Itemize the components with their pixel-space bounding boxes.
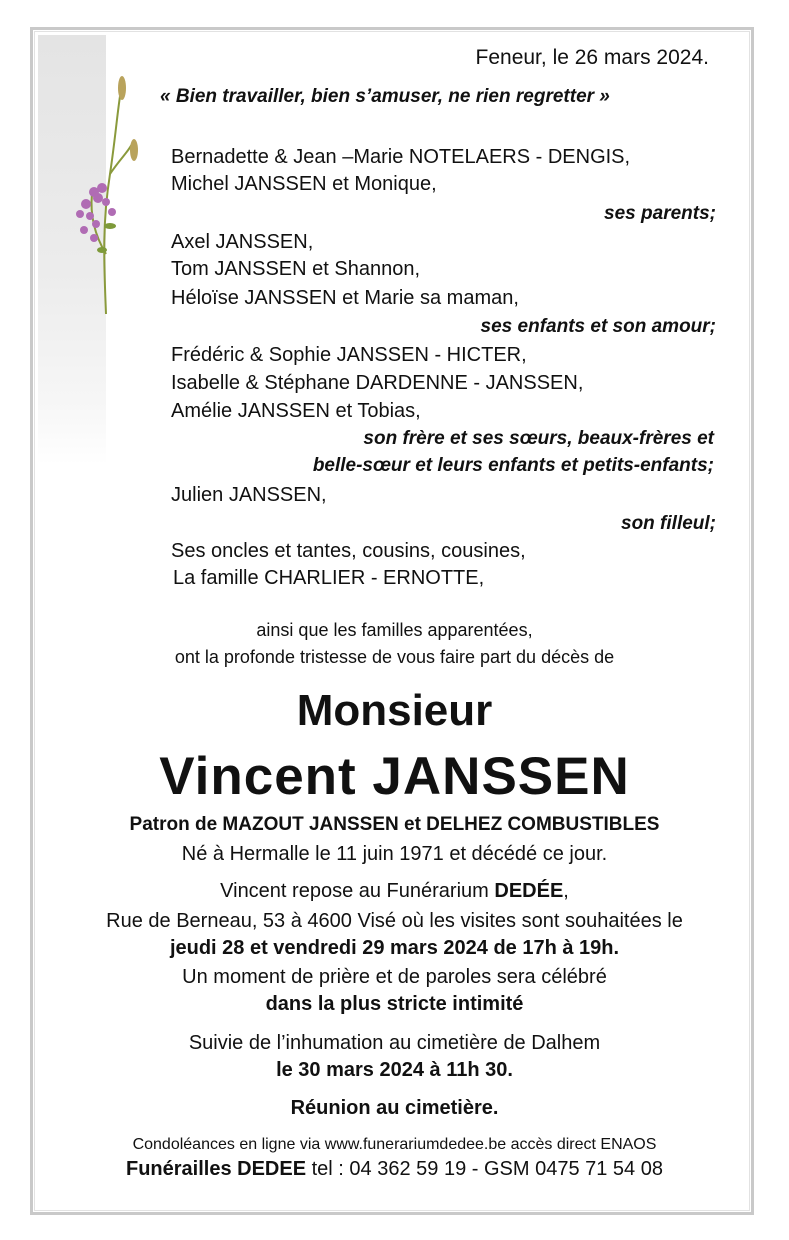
visitation-line-2: Rue de Berneau, 53 à 4600 Visé où les visites sont souhaitées le [106, 910, 683, 932]
intro-line-2: ont la profonde tristesse de vous faire part du décès de [174, 647, 615, 667]
honorific-title: Monsieur [296, 686, 493, 735]
others-line-1: Ses oncles et tantes, cousins, cousines, [171, 540, 526, 562]
prayer-line-2: dans la plus stricte intimité [265, 993, 524, 1015]
contact-line [0, 1158, 789, 1181]
profession: Patron de MAZOUT JANSSEN et DELHEZ COMBUSTIBLES [129, 814, 660, 835]
violet-flower-sprig-icon [66, 74, 146, 314]
meeting-line: Réunion au cimetière. [290, 1097, 499, 1119]
others-line-2: La famille CHARLIER - ERNOTTE, [173, 567, 485, 589]
siblings-role-line-1: son frère et ses sœurs, beaux-frères et [363, 428, 714, 449]
contact-details: tel : 04 362 59 19 - GSM 0475 71 54 08 [306, 1158, 663, 1180]
children-role: ses enfants et son amour; [480, 316, 716, 337]
children-line-2: Tom JANSSEN et Shannon, [171, 258, 421, 280]
prayer-line-1: Un moment de prière et de paroles sera célébré [182, 966, 607, 988]
burial-line-2: le 30 mars 2024 à 11h 30. [276, 1059, 513, 1081]
children-line-1: Axel JANSSEN, [171, 231, 314, 253]
funeral-home-name: DEDÉE [494, 880, 564, 902]
parents-line-1: Bernadette & Jean –Marie NOTELAERS - DENGIS, [171, 146, 631, 168]
burial-line-1: Suivie de l’inhumation au cimetière de Dalhem [188, 1032, 601, 1054]
godson-line: Julien JANSSEN, [171, 484, 327, 506]
siblings-line-2: Isabelle & Stéphane DARDENNE - JANSSEN, [171, 372, 584, 394]
contact-name: Funérailles DEDEE [126, 1158, 307, 1180]
intro-line-1: ainsi que les familles apparentées, [256, 620, 533, 640]
visitation-line-3: jeudi 28 et vendredi 29 mars 2024 de 17h à 19h. [169, 937, 620, 959]
condolences-line: Condoléances en ligne via www.funerariumdedee.be accès direct ENAOS [132, 1136, 657, 1153]
deceased-name: Vincent JANSSEN [159, 747, 630, 806]
parents-role: ses parents; [604, 203, 716, 224]
children-line-3: Héloïse JANSSEN et Marie sa maman, [171, 287, 519, 309]
motto: « Bien travailler, bien s’amuser, ne rien regretter » [160, 86, 610, 107]
birth-death: Né à Hermalle le 11 juin 1971 et décédé ce jour. [181, 843, 608, 865]
siblings-role-line-2: belle-sœur et leurs enfants et petits-enfants; [312, 455, 714, 476]
siblings-line-1: Frédéric & Sophie JANSSEN - HICTER, [171, 344, 527, 366]
siblings-line-3: Amélie JANSSEN et Tobias, [171, 400, 421, 422]
godson-role: son filleul; [621, 513, 716, 534]
visitation-line-1: Vincent repose au Funérarium DEDÉE, [220, 880, 569, 902]
parents-line-2: Michel JANSSEN et Monique, [171, 173, 437, 195]
place-date: Feneur, le 26 mars 2024. [475, 46, 709, 69]
